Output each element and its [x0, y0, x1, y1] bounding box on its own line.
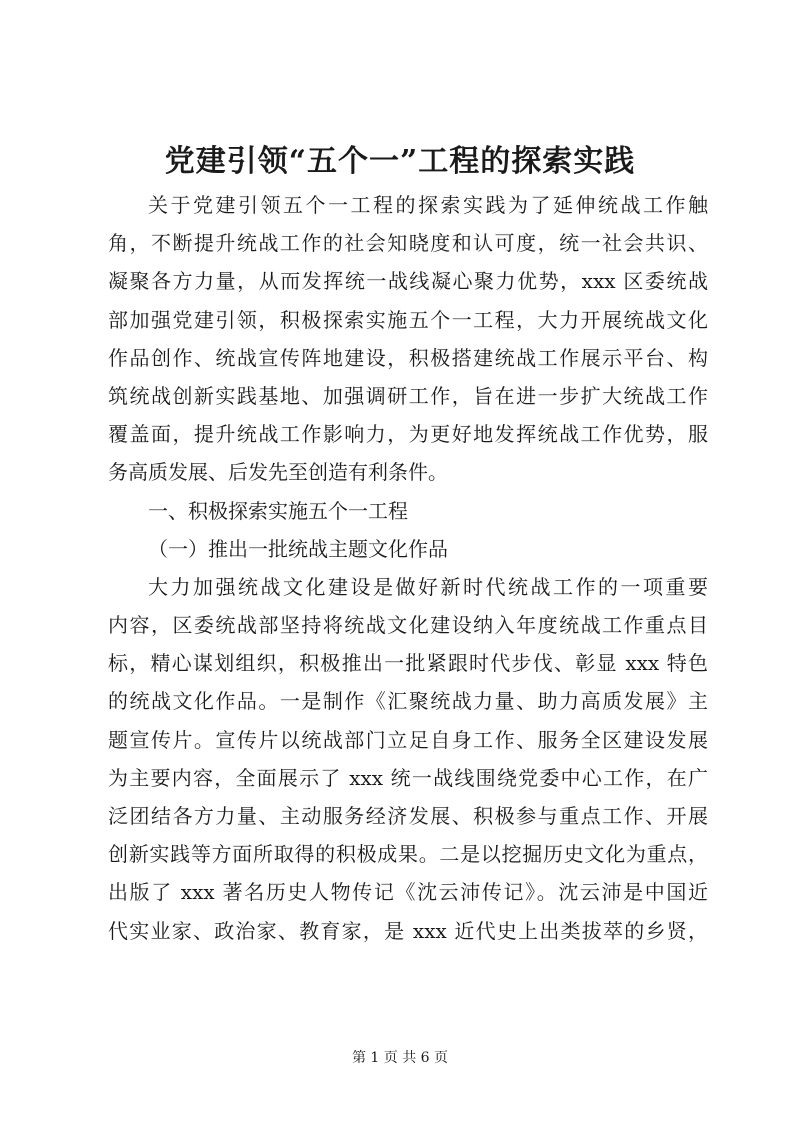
paragraph-line: 大力加强统战文化建设是做好新时代统战工作的一项重要 — [148, 574, 708, 599]
paragraph-line: 题宣传片。宣传片以统战部门立足自身工作、服务全区建设发展 — [108, 727, 708, 752]
paragraph-line: 出版了 xxx 著名历史人物传记《沈云沛传记》。沈云沛是中国近 — [108, 880, 708, 905]
paragraph-line: 筑统战创新实践基地、加强调研工作，旨在进一步扩大统战工作 — [108, 383, 708, 408]
paragraph-line: 关于党建引领五个一工程的探索实践为了延伸统战工作触 — [148, 193, 708, 217]
page-footer: 第 1 页 共 6 页 — [351, 1050, 449, 1066]
paragraph-line: 覆盖面，提升统战工作影响力，为更好地发挥统战工作优势，服 — [108, 422, 708, 447]
paragraph-line: 代实业家、政治家、教育家，是 xxx 近代史上出类拔萃的乡贤， — [108, 918, 708, 943]
document-title: 党建引领“五个一”工程的探索实践 — [164, 144, 636, 179]
subsection-heading: （一）推出一批统战主题文化作品 — [148, 536, 448, 561]
paragraph-line: 部加强党建引领，积极探索实施五个一工程，大力开展统战文化 — [108, 307, 708, 332]
paragraph-line: 内容，区委统战部坚持将统战文化建设纳入年度统战工作重点目 — [108, 613, 708, 638]
paragraph-line: 创新实践等方面所取得的积极成果。二是以挖掘历史文化为重点， — [108, 842, 708, 867]
paragraph-line: 泛团结各方力量、主动服务经济发展、积极参与重点工作、开展 — [108, 804, 708, 828]
paragraph-line: 作品创作、统战宣传阵地建设，积极搭建统战工作展示平台、构 — [108, 345, 708, 370]
paragraph-line: 标，精心谋划组织，积极推出一批紧跟时代步伐、彰显 xxx 特色 — [108, 651, 708, 676]
section-heading: 一、积极探索实施五个一工程 — [148, 498, 408, 523]
paragraph-line: 务高质发展、后发先至创造有利条件。 — [108, 460, 448, 485]
paragraph-line: 角，不断提升统战工作的社会知晓度和认可度，统一社会共识、 — [108, 231, 708, 256]
paragraph-line: 为主要内容，全面展示了 xxx 统一战线围绕党委中心工作，在广 — [108, 765, 708, 790]
paragraph-line: 凝聚各方力量，从而发挥统一战线凝心聚力优势，xxx 区委统战 — [108, 269, 708, 294]
document-body — [108, 186, 708, 950]
paragraph-line: 的统战文化作品。一是制作《汇聚统战力量、助力高质发展》主 — [108, 689, 708, 714]
